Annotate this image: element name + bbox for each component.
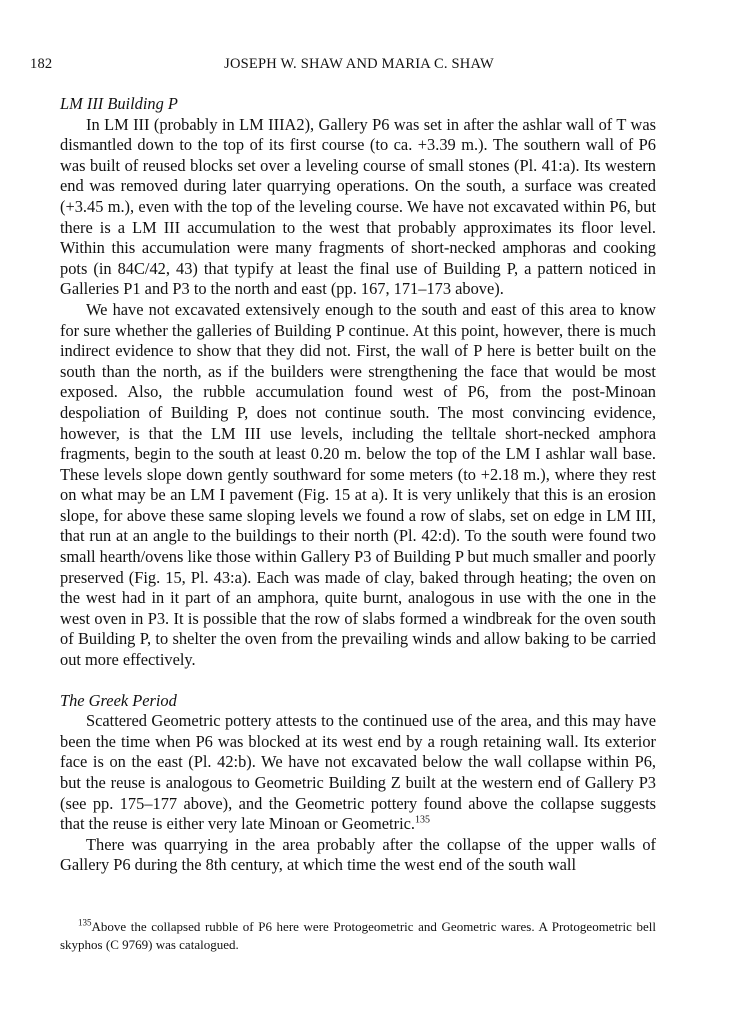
page-header <box>30 56 688 78</box>
footnote <box>60 918 656 954</box>
section-spacer <box>60 671 656 691</box>
section-heading: The Greek Period <box>60 690 177 710</box>
page-number: 182 <box>30 56 53 72</box>
paragraph <box>60 711 656 835</box>
paragraph: There was quarrying in the area probably after the collapse of the upper walls of Gallery P6 during the 8th century, at which time the west end of the south wall <box>60 834 656 875</box>
footnote-number: 135 <box>78 917 92 928</box>
footnote-text: Above the collapsed rubble of P6 here were Protogeometric and Geometric wares. A Protogeometric bell skyphos (C 9769) was catalogued. <box>60 919 656 952</box>
section-heading: LM III Building P <box>60 94 178 113</box>
paragraph: In LM III (probably in LM IIIA2), Gallery P6 was set in after the ashlar wall of T was dismantled down to the top of its first course (to ca. +3.39 m.). The southern wall of P6 was built of reused blocks set over a leveling course of small stones (Pl. 41:a). Its western end was removed during later quarrying operations. On the south, a surface was created (+3.45 m.), even with the top of the leveling course. We have not excavated within P6, but there is a LM III accumulation to the west that probably approximates its floor level. Within this accumulation were many fragments of short-necked amphoras and cooking pots (in 84C/42, 43) that typify at least the final use of Building P, a pattern noticed in Galleries P1 and P3 to the north and east (pp. 167, 171–173 above). <box>60 114 656 299</box>
running-title: JOSEPH W. SHAW AND MARIA C. SHAW <box>224 56 494 72</box>
paragraph: We have not excavated extensively enough to the south and east of this area to know for sure whether the galleries of Building P continue. At this point, however, there is much indirect evidence to show that they did not. First, the wall of P here is better built on the south than the north, as if the builders were strengthening the face that would be most exposed. Also, the rubble accumulation found west of P6, from the post-Minoan despoliation of Building P, does not continue south. The most convincing evidence, however, is that the LM III use levels, including the telltale short-necked amphora fragments, begin to the south at least 0.20 m. below the top of the LM I ashlar wall base. These levels slope down gently southward for some meters (to +2.18 m.), where they rest on what may be an LM I pavement (Fig. 15 at a). It is very unlikely that this is an erosion slope, for above these same sloping levels we found a row of slabs, set on edge in LM III, that run at an angle to the buildings to their north (Pl. 42:d). To the south were found two small hearth/ovens like those within Gallery P3 of Building P but much smaller and poorly preserved (Fig. 15, Pl. 43:a). Each was made of clay, baked through heating; the oven on the west had in it part of an amphora, quite burnt, analogous in use with the one in the west oven in P3. It is possible that the row of slabs formed a windbreak for the oven south of Building P, to shelter the oven from the prevailing winds and allow baking to be carried out more effectively. <box>60 299 656 670</box>
footnote-reference[interactable]: 135 <box>415 814 430 826</box>
paragraph-text: Scattered Geometric pottery attests to the continued use of the area, and this may have been the time when P6 was blocked at its west end by a rough retaining wall. Its exterior face is on the east (Pl. 42:b). We have not excavated below the wall collapse within P6, but the reuse is analogous to Geometric Building Z built at the western end of Gallery P3 (see pp. 175–177 above), and the Geometric pottery found above the collapse suggests that the reuse is either very late Minoan or Geometric. <box>60 711 656 834</box>
body-text <box>60 94 656 876</box>
